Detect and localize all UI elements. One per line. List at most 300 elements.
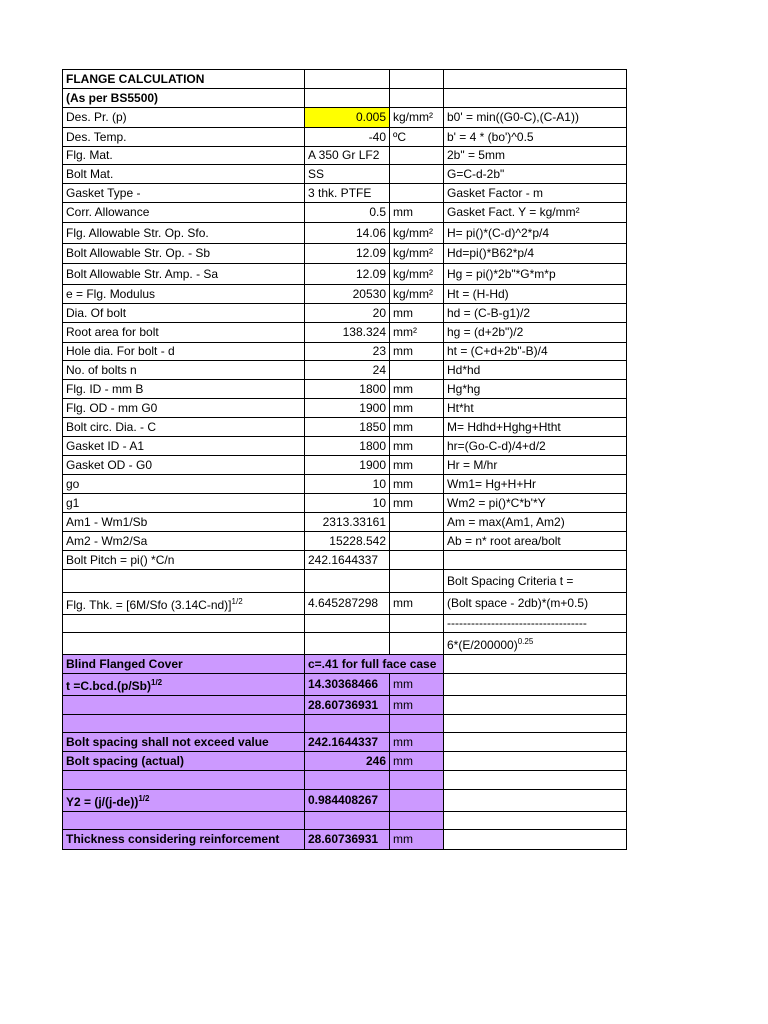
cell-text: go	[66, 476, 80, 491]
cell-text: Hd*hd	[447, 362, 481, 377]
sheet-row	[63, 361, 627, 380]
cell-c3[interactable]	[444, 790, 627, 812]
cell-c2[interactable]	[390, 128, 444, 147]
cell-c2[interactable]	[390, 733, 444, 752]
sheet-row	[63, 513, 627, 532]
cell-c1[interactable]	[305, 551, 390, 570]
cell-text: c=.41 for full face case	[308, 656, 437, 671]
cell-text: Am1 - Wm1/Sb	[66, 514, 148, 529]
cell-text: 1800	[359, 438, 386, 453]
cell-c2[interactable]	[390, 304, 444, 323]
cell-c3[interactable]	[444, 108, 627, 128]
cell-c0[interactable]	[63, 361, 305, 380]
cell-c1[interactable]	[305, 715, 390, 733]
cell-c0[interactable]	[63, 771, 305, 790]
cell-c0[interactable]	[63, 513, 305, 532]
cell-c1[interactable]	[305, 203, 390, 223]
cell-text: 0.5	[369, 205, 386, 219]
cell-text: 3 thk. PTFE	[308, 185, 372, 200]
cell-c3[interactable]	[444, 812, 627, 830]
cell-c3[interactable]	[444, 456, 627, 475]
cell-text: Corr. Allowance	[66, 205, 150, 219]
cell-c2[interactable]	[390, 456, 444, 475]
cell-text: 20530	[352, 286, 386, 301]
cell-c2[interactable]	[390, 264, 444, 285]
cell-text: Hr = M/hr	[447, 457, 498, 472]
cell-text: Bolt Spacing Criteria t =	[447, 573, 574, 588]
sheet-row	[63, 456, 627, 475]
cell-c0[interactable]	[63, 456, 305, 475]
cell-text: SS	[308, 166, 325, 181]
cell-c2[interactable]	[390, 437, 444, 456]
cell-text: Bolt spacing (actual)	[66, 753, 185, 768]
cell-c3[interactable]	[444, 418, 627, 437]
cell-c1[interactable]	[305, 812, 390, 830]
sheet-row	[63, 593, 627, 615]
cell-c1[interactable]	[305, 323, 390, 343]
cell-text: Ab = n* root area/bolt	[447, 533, 561, 548]
cell-c1[interactable]	[305, 830, 390, 850]
cell-c0[interactable]	[63, 790, 305, 812]
cell-text: 1850	[359, 419, 386, 434]
cell-c2[interactable]	[390, 399, 444, 418]
cell-text: 28.60736931	[308, 832, 379, 846]
sheet-row	[63, 399, 627, 418]
sheet-row	[63, 733, 627, 752]
cell-text: Bolt Pitch = pi() *C/n	[66, 552, 175, 567]
cell-c2[interactable]	[390, 715, 444, 733]
cell-c0[interactable]	[63, 532, 305, 551]
sheet-row	[63, 752, 627, 771]
cell-c2[interactable]	[390, 696, 444, 715]
cell-c2[interactable]	[390, 475, 444, 494]
cell-c2[interactable]	[390, 513, 444, 532]
sheet-row	[63, 418, 627, 437]
sheet-row	[63, 715, 627, 733]
sheet-row	[63, 532, 627, 551]
sheet-row	[63, 70, 627, 89]
cell-c0[interactable]	[63, 633, 305, 655]
sheet-row	[63, 343, 627, 361]
cell-c2[interactable]	[390, 615, 444, 633]
cell-c2[interactable]	[390, 418, 444, 437]
cell-c0[interactable]	[63, 285, 305, 304]
cell-text: -----------------------------------	[447, 616, 587, 630]
cell-c1[interactable]	[305, 165, 390, 184]
cell-text: 14.06	[355, 225, 386, 240]
cell-c0[interactable]	[63, 304, 305, 323]
cell-c1[interactable]	[305, 244, 390, 264]
cell-c2[interactable]	[390, 771, 444, 790]
cell-text: mm	[393, 419, 413, 434]
sheet-row	[63, 165, 627, 184]
cell-c3[interactable]	[444, 323, 627, 343]
cell-c0[interactable]	[63, 399, 305, 418]
cell-text: Ht*ht	[447, 400, 474, 415]
cell-c2[interactable]	[390, 551, 444, 570]
cell-c0[interactable]	[63, 830, 305, 850]
cell-c3[interactable]	[444, 147, 627, 165]
cell-text: Gasket OD - G0	[66, 457, 153, 472]
cell-c0[interactable]	[63, 203, 305, 223]
cell-text: 246	[365, 753, 386, 768]
cell-c1[interactable]	[305, 399, 390, 418]
cell-c2[interactable]	[390, 147, 444, 165]
cell-text: hr=(Go-C-d)/4+d/2	[447, 438, 546, 453]
cell-c0[interactable]	[63, 475, 305, 494]
cell-text: mm	[393, 344, 413, 358]
cell-c1[interactable]	[305, 89, 390, 108]
cell-text: Gasket ID - A1	[66, 438, 145, 453]
cell-c3[interactable]	[444, 696, 627, 715]
cell-text: Flg. Mat.	[66, 148, 113, 162]
cell-c3[interactable]	[444, 513, 627, 532]
cell-text: 242.1644337	[308, 552, 379, 567]
cell-text: mm	[393, 677, 413, 691]
cell-c2[interactable]	[390, 812, 444, 830]
sheet-row	[63, 244, 627, 264]
cell-text: Flg. Thk. = [6M/Sfo (3.14C-nd)]	[66, 598, 232, 612]
cell-c1[interactable]	[305, 108, 390, 128]
cell-c2[interactable]	[390, 361, 444, 380]
cell-c1[interactable]	[305, 285, 390, 304]
cell-c3[interactable]	[444, 771, 627, 790]
cell-c1[interactable]	[305, 264, 390, 285]
cell-c3[interactable]	[444, 593, 627, 615]
cell-text: Des. Pr. (p)	[66, 110, 127, 124]
cell-c3[interactable]	[444, 165, 627, 184]
cell-c3[interactable]	[444, 674, 627, 696]
sheet-row	[63, 285, 627, 304]
cell-text: Wm1= Hg+H+Hr	[447, 476, 537, 491]
cell-text: mm	[393, 438, 413, 453]
cell-c0[interactable]	[63, 89, 305, 108]
cell-c3[interactable]	[444, 570, 627, 593]
cell-c3[interactable]	[444, 285, 627, 304]
cell-text: A 350 Gr LF2	[308, 148, 380, 162]
cell-c0[interactable]	[63, 165, 305, 184]
cell-text: No. of bolts n	[66, 362, 137, 377]
cell-c3[interactable]	[444, 655, 627, 674]
cell-c3[interactable]	[444, 128, 627, 147]
cell-c3[interactable]	[444, 399, 627, 418]
cell-text: Bolt spacing shall not exceed value	[66, 734, 269, 749]
cell-text: Hole dia. For bolt - d	[66, 344, 175, 358]
sheet-row	[63, 830, 627, 850]
cell-text: hd = (C-B-g1)/2	[447, 305, 531, 320]
cell-c3[interactable]	[444, 70, 627, 89]
sheet-row	[63, 551, 627, 570]
cell-text: Flg. OD - mm G0	[66, 400, 158, 415]
cell-c3[interactable]	[444, 830, 627, 850]
cell-text: 14.30368466	[308, 677, 379, 691]
cell-text: Bolt Mat.	[66, 166, 114, 181]
cell-text: mm	[393, 205, 413, 219]
cell-c0[interactable]	[63, 380, 305, 399]
cell-c0[interactable]	[63, 655, 305, 674]
cell-c0[interactable]	[63, 674, 305, 696]
cell-c2[interactable]	[390, 674, 444, 696]
cell-c0[interactable]	[63, 593, 305, 615]
cell-c3[interactable]	[444, 361, 627, 380]
cell-c1[interactable]	[305, 733, 390, 752]
cell-text: G=C-d-2b"	[447, 166, 505, 181]
cell-c1[interactable]	[305, 418, 390, 437]
cell-c2[interactable]	[390, 593, 444, 615]
flange-calculation-sheet	[62, 69, 627, 850]
cell-text: t =C.bcd.(p/Sb)	[66, 679, 151, 693]
cell-c2[interactable]	[390, 790, 444, 812]
cell-c0[interactable]	[63, 812, 305, 830]
cell-text: 10	[372, 476, 386, 491]
cell-text: Bolt Allowable Str. Amp. - Sa	[66, 266, 219, 281]
cell-c0[interactable]	[63, 752, 305, 771]
cell-c0[interactable]	[63, 437, 305, 456]
cell-text: g1	[66, 495, 80, 510]
cell-text: Hd=pi()*B62*p/4	[447, 246, 535, 260]
cell-text: 15228.542	[329, 533, 386, 548]
cell-text: 20	[372, 305, 386, 320]
cell-c3[interactable]	[444, 437, 627, 456]
cell-text: mm	[393, 596, 413, 610]
cell-text: 1800	[359, 381, 386, 396]
cell-text: 6*(E/200000)	[447, 638, 518, 652]
cell-text: mm	[393, 476, 413, 491]
sheet-row	[63, 475, 627, 494]
sheet-row	[63, 304, 627, 323]
cell-c3[interactable]	[444, 223, 627, 244]
cell-text: Gasket Fact. Y = kg/mm²	[447, 205, 580, 219]
cell-c1[interactable]	[305, 456, 390, 475]
cell-c1[interactable]	[305, 752, 390, 771]
sheet-row	[63, 696, 627, 715]
cell-c2[interactable]	[390, 165, 444, 184]
sheet-row	[63, 674, 627, 696]
cell-text: Gasket Type -	[66, 185, 141, 200]
cell-text: mm	[393, 832, 413, 846]
cell-c2[interactable]	[390, 108, 444, 128]
cell-c1[interactable]	[305, 304, 390, 323]
cell-c1[interactable]	[305, 532, 390, 551]
cell-text: Flg. ID - mm B	[66, 381, 144, 396]
cell-c1[interactable]	[305, 128, 390, 147]
cell-c0[interactable]	[63, 343, 305, 361]
cell-text: 23	[372, 344, 386, 358]
cell-c0[interactable]	[63, 264, 305, 285]
cell-text: ºC	[393, 129, 407, 144]
cell-c1[interactable]	[305, 475, 390, 494]
sheet-row	[63, 89, 627, 108]
cell-text: hg = (d+2b")/2	[447, 325, 524, 339]
cell-text: Root area for bolt	[66, 325, 159, 339]
cell-text: Dia. Of bolt	[66, 305, 127, 320]
cell-c2[interactable]	[390, 203, 444, 223]
cell-c0[interactable]	[63, 733, 305, 752]
cell-c0[interactable]	[63, 551, 305, 570]
cell-text: mm	[393, 381, 413, 396]
cell-c3[interactable]	[444, 494, 627, 513]
cell-text: mm	[393, 400, 413, 415]
cell-c1[interactable]	[305, 380, 390, 399]
cell-text: kg/mm²	[393, 266, 433, 281]
cell-exponent: 1/2	[151, 678, 163, 687]
cell-c1[interactable]	[305, 696, 390, 715]
cell-text: 1900	[359, 457, 386, 472]
cell-c3[interactable]	[444, 244, 627, 264]
cell-c3[interactable]	[444, 264, 627, 285]
cell-c1[interactable]	[305, 771, 390, 790]
cell-c1[interactable]	[305, 343, 390, 361]
sheet-row	[63, 203, 627, 223]
cell-text: 10	[372, 495, 386, 510]
cell-c2[interactable]	[390, 184, 444, 203]
cell-c0[interactable]	[63, 615, 305, 633]
cell-c1[interactable]	[305, 593, 390, 615]
cell-text: mm	[393, 457, 413, 472]
cell-c0[interactable]	[63, 128, 305, 147]
cell-c1[interactable]	[305, 655, 444, 674]
cell-text: Hg*hg	[447, 381, 481, 396]
cell-c1[interactable]	[305, 570, 390, 593]
cell-c3[interactable]	[444, 633, 627, 655]
cell-text: Hg = pi()*2b"*G*m*p	[447, 266, 556, 281]
cell-c3[interactable]	[444, 715, 627, 733]
cell-c3[interactable]	[444, 551, 627, 570]
sheet-row	[63, 494, 627, 513]
cell-c2[interactable]	[390, 532, 444, 551]
cell-c0[interactable]	[63, 70, 305, 89]
cell-c2[interactable]	[390, 380, 444, 399]
cell-c0[interactable]	[63, 570, 305, 593]
cell-text: Des. Temp.	[66, 129, 127, 144]
cell-c3[interactable]	[444, 380, 627, 399]
cell-c1[interactable]	[305, 147, 390, 165]
cell-text: mm	[393, 753, 413, 768]
cell-c2[interactable]	[390, 223, 444, 244]
cell-c2[interactable]	[390, 323, 444, 343]
sheet-row	[63, 128, 627, 147]
cell-c2[interactable]	[390, 752, 444, 771]
cell-text: kg/mm²	[393, 286, 433, 301]
cell-text: 28.60736931	[308, 697, 379, 712]
cell-c2[interactable]	[390, 70, 444, 89]
sheet-row	[63, 615, 627, 633]
cell-c2[interactable]	[390, 570, 444, 593]
cell-c1[interactable]	[305, 790, 390, 812]
cell-c1[interactable]	[305, 633, 390, 655]
cell-c3[interactable]	[444, 89, 627, 108]
cell-text: Blind Flanged Cover	[66, 656, 183, 671]
cell-c0[interactable]	[63, 223, 305, 244]
cell-c3[interactable]	[444, 532, 627, 551]
cell-c1[interactable]	[305, 70, 390, 89]
cell-exponent: 1/2	[231, 597, 243, 606]
cell-text: H= pi()*(C-d)^2*p/4	[447, 225, 549, 240]
sheet-row	[63, 437, 627, 456]
cell-c3[interactable]	[444, 733, 627, 752]
cell-c2[interactable]	[390, 244, 444, 264]
cell-text: b0' = min((G0-C),(C-A1))	[447, 110, 579, 124]
cell-text: -40	[368, 129, 386, 144]
cell-text: 242.1644337	[308, 734, 379, 749]
cell-text: 0.005	[355, 110, 386, 124]
cell-c3[interactable]	[444, 203, 627, 223]
sheet-row	[63, 771, 627, 790]
cell-text: 4.645287298	[308, 596, 379, 610]
cell-c1[interactable]	[305, 513, 390, 532]
cell-c3[interactable]	[444, 615, 627, 633]
cell-c0[interactable]	[63, 494, 305, 513]
cell-text: (Bolt space - 2db)*(m+0.5)	[447, 596, 589, 610]
sheet-row	[63, 380, 627, 399]
cell-c2[interactable]	[390, 633, 444, 655]
cell-c3[interactable]	[444, 475, 627, 494]
cell-exponent: 0.25	[517, 637, 534, 646]
cell-c1[interactable]	[305, 494, 390, 513]
cell-text: mm	[393, 697, 413, 712]
cell-c0[interactable]	[63, 418, 305, 437]
cell-c2[interactable]	[390, 89, 444, 108]
cell-c1[interactable]	[305, 361, 390, 380]
cell-text: kg/mm²	[393, 246, 433, 260]
cell-c0[interactable]	[63, 184, 305, 203]
cell-c0[interactable]	[63, 323, 305, 343]
cell-text: mm	[393, 495, 413, 510]
cell-text: mm²	[393, 325, 417, 339]
cell-text: kg/mm²	[393, 110, 433, 124]
cell-c1[interactable]	[305, 184, 390, 203]
cell-text: mm	[393, 734, 413, 749]
sheet-row	[63, 108, 627, 128]
cell-c0[interactable]	[63, 108, 305, 128]
cell-text: Y2 = (j/(j-de))	[66, 795, 139, 809]
cell-c1[interactable]	[305, 615, 390, 633]
cell-text: Wm2 = pi()*C*b'*Y	[447, 495, 546, 510]
sheet-row	[63, 323, 627, 343]
sheet-row	[63, 633, 627, 655]
cell-text: b' = 4 * (bo')^0.5	[447, 129, 534, 144]
cell-text: 12.09	[355, 246, 386, 260]
cell-c1[interactable]	[305, 223, 390, 244]
cell-c2[interactable]	[390, 343, 444, 361]
sheet-row	[63, 184, 627, 203]
cell-c3[interactable]	[444, 184, 627, 203]
cell-c3[interactable]	[444, 752, 627, 771]
cell-c0[interactable]	[63, 696, 305, 715]
cell-text: kg/mm²	[393, 225, 433, 240]
cell-text: (As per BS5500)	[66, 90, 159, 105]
cell-c3[interactable]	[444, 343, 627, 361]
cell-c0[interactable]	[63, 715, 305, 733]
cell-text: 1900	[359, 400, 386, 415]
cell-text: ht = (C+d+2b"-B)/4	[447, 344, 548, 358]
cell-text: Am2 - Wm2/Sa	[66, 533, 148, 548]
cell-c3[interactable]	[444, 304, 627, 323]
sheet-row	[63, 570, 627, 593]
cell-c1[interactable]	[305, 437, 390, 456]
cell-text: Bolt circ. Dia. - C	[66, 419, 157, 434]
cell-c0[interactable]	[63, 147, 305, 165]
cell-c0[interactable]	[63, 244, 305, 264]
cell-text: Bolt Allowable Str. Op. - Sb	[66, 246, 211, 260]
cell-c2[interactable]	[390, 285, 444, 304]
cell-c2[interactable]	[390, 830, 444, 850]
sheet-row	[63, 223, 627, 244]
cell-text: 0.984408267	[308, 793, 379, 807]
cell-c2[interactable]	[390, 494, 444, 513]
cell-text: 24	[372, 362, 386, 377]
cell-c1[interactable]	[305, 674, 390, 696]
